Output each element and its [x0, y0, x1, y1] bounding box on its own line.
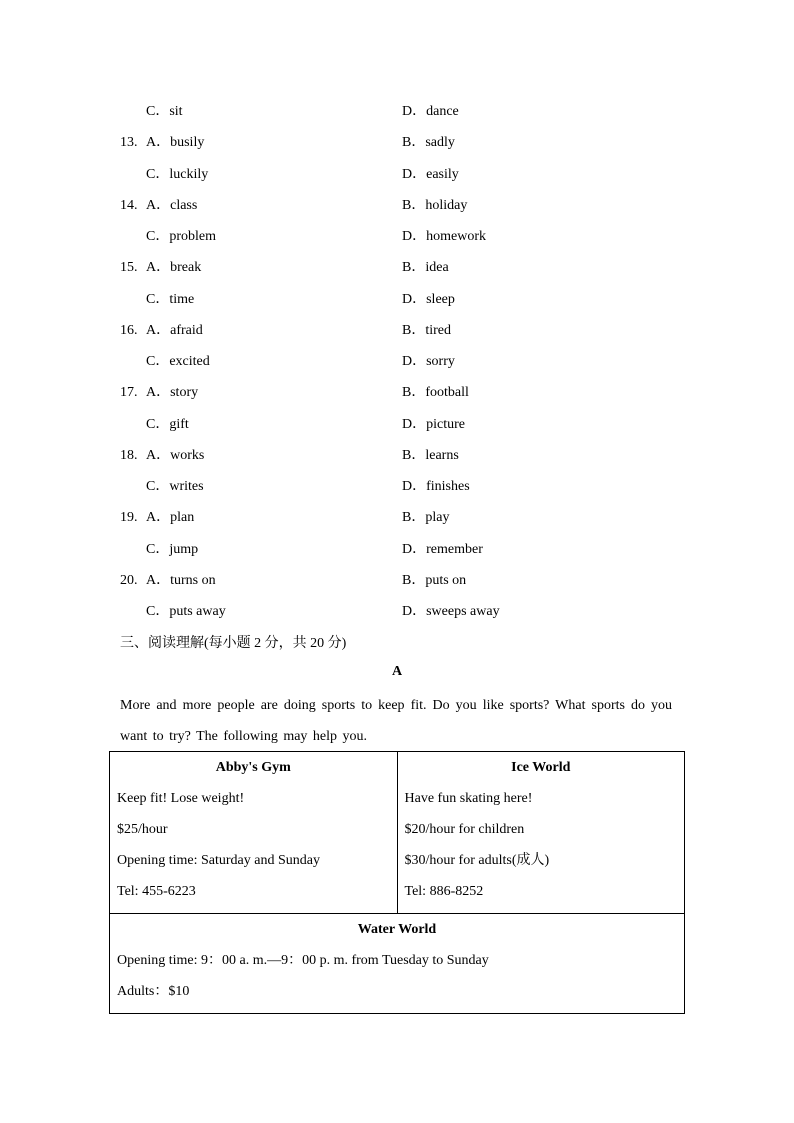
option-left: C．jump [146, 541, 199, 557]
question-number: 17. [120, 385, 141, 401]
sports-places-table [109, 751, 685, 1014]
question-number: 13. [120, 135, 141, 151]
option-right: D．remember [402, 541, 483, 557]
option-right: D．easily [402, 166, 459, 182]
question-number: 16. [120, 322, 141, 338]
option-right: B．tired [402, 322, 451, 338]
question-number: 14. [120, 197, 141, 213]
option-left: C．gift [146, 416, 189, 432]
water-world-line: Adults：$10 [117, 984, 190, 999]
option-right: D．picture [402, 416, 465, 432]
option-left: A．afraid [146, 322, 203, 338]
option-left: A．story [146, 385, 199, 401]
option-right: B．football [402, 385, 469, 401]
option-right: B．learns [402, 447, 459, 463]
option-left: C．time [146, 291, 195, 307]
ice-world-line: $20/hour for children [404, 822, 525, 837]
option-left: A．works [146, 447, 205, 463]
option-right: D．dance [402, 104, 459, 119]
water-world-cell [110, 914, 685, 1014]
question-number: 18. [120, 447, 141, 463]
option-left: A．turns on [146, 572, 216, 588]
ice-world-line: Tel: 886-8252 [404, 884, 484, 899]
option-right: B．holiday [402, 197, 468, 213]
abbys-gym-line: Keep fit! Lose weight! [117, 791, 245, 806]
option-left: C．problem [146, 229, 216, 244]
option-right: D．sorry [402, 354, 455, 369]
option-right: B．sadly [402, 135, 455, 151]
ice-world-title: Ice World [511, 760, 571, 775]
option-left: C．sit [146, 104, 183, 119]
question-number: 20. [120, 572, 141, 588]
option-right: B．play [402, 510, 450, 526]
section-heading: 三、阅读理解(每小题 2 分，共 20 分) [120, 636, 347, 651]
water-world-title: Water World [357, 922, 437, 937]
option-right: B．idea [402, 260, 449, 276]
option-right: D．sweeps away [402, 604, 500, 619]
option-left: C．luckily [146, 166, 209, 182]
passage-title: A [391, 664, 403, 679]
option-left: A．break [146, 260, 202, 276]
abbys-gym-title: Abby's Gym [215, 760, 291, 775]
question-number: 15. [120, 260, 141, 276]
option-right: D．finishes [402, 479, 470, 494]
ice-world-cell [397, 752, 685, 914]
option-left: A．busily [146, 135, 205, 151]
abbys-gym-line: Opening time: Saturday and Sunday [117, 853, 320, 868]
option-left: A．plan [146, 510, 195, 526]
ice-world-line: Have fun skating here! [404, 791, 533, 806]
abbys-gym-cell [110, 752, 398, 914]
water-world-line: Opening time: 9：00 a. m.—9：00 p. m. from Tuesday to Sunday [117, 953, 489, 968]
option-left: A．class [146, 197, 198, 213]
option-left: C．writes [146, 479, 204, 494]
abbys-gym-line: $25/hour [117, 822, 168, 837]
ice-world-line: $30/hour for adults(成人) [404, 853, 550, 868]
abbys-gym-line: Tel: 455-6223 [117, 884, 196, 899]
option-left: C．puts away [146, 604, 226, 619]
option-right: D．homework [402, 229, 486, 244]
option-right: D．sleep [402, 291, 455, 307]
passage-intro: More and more people are doing sports to keep fit. Do you like sports? What sports do you want to try? The following may help you. [120, 698, 672, 744]
question-number: 19. [120, 510, 141, 526]
option-right: B．puts on [402, 572, 467, 588]
option-left: C．excited [146, 354, 210, 369]
